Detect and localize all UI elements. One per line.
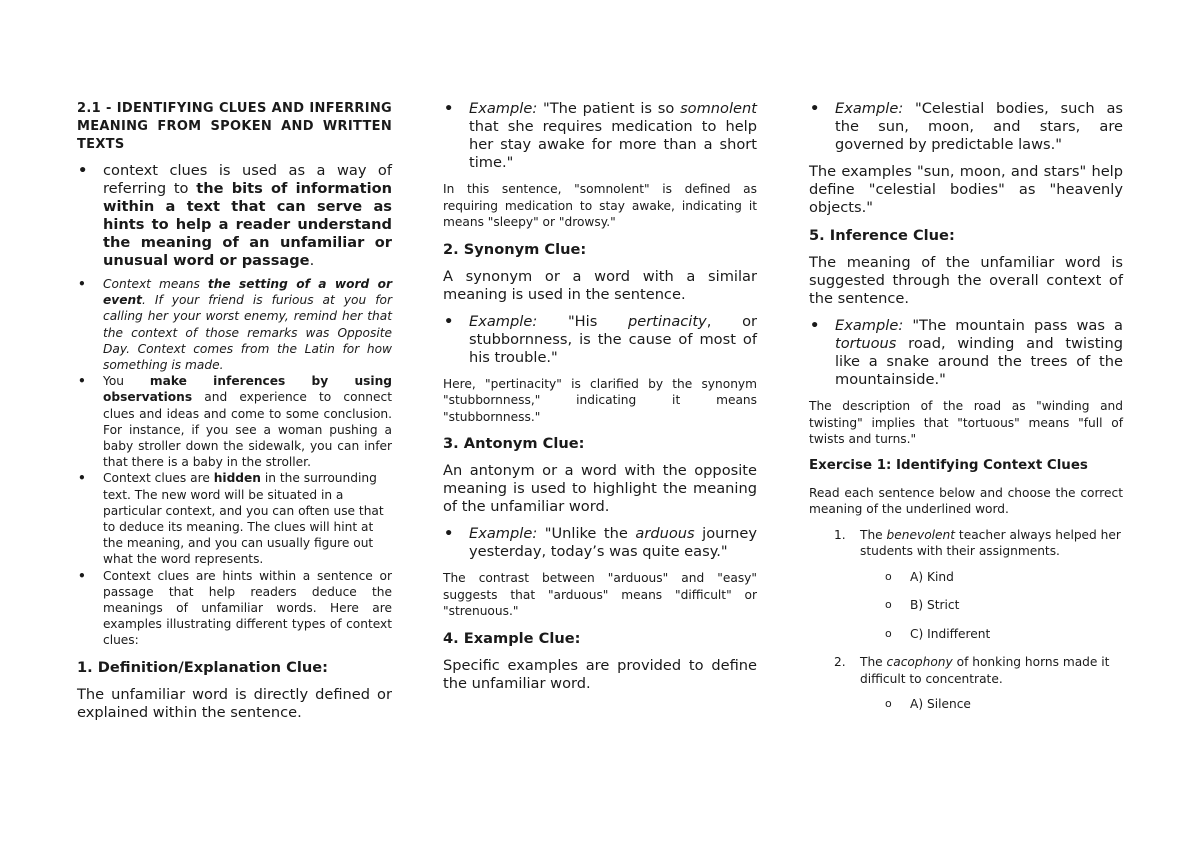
heading-antonym-clue: 3. Antonym Clue: <box>443 435 585 452</box>
heading-example-clue: 4. Example Clue: <box>443 629 581 647</box>
column-2 <box>443 100 757 702</box>
q1-option-a[interactable]: o A) Kind <box>809 569 1123 586</box>
bullet-hidden: • Context clues are hidden in the surrounding text. The new word will be situated in a particular context, and you can often use that to deduce its meaning. The clues will hint at the meaning, and you can usually figure out what the word represents. <box>77 470 392 567</box>
inference-text: The meaning of the unfamiliar word is suggested through the overall context of the sentence. <box>809 254 1123 307</box>
explanation-arduous: The contrast between "arduous" and "easy" suggests that "arduous" means "difficult" or "strenuous." <box>443 571 757 618</box>
explanation-tortuous: The description of the road as "winding and twisting" implies that "tortuous" means "full of twists and turns." <box>809 399 1123 446</box>
example-pertinacity: • Example: "His pertinacity, or stubbornness, is the cause of most of his trouble." <box>443 313 757 367</box>
example-arduous: • Example: "Unlike the arduous journey yesterday, today’s was quite easy." <box>443 525 757 561</box>
explanation-somnolent: In this sentence, "somnolent" is defined as requiring medication to stay awake, indicating it means "sleepy" or "drowsy." <box>443 182 757 229</box>
bullet-context-clues: • context clues is used as a way of referring to the bits of information within a text that can serve as hints to help a reader understand the meaning of an unfamiliar or unusual word or passage. <box>77 162 392 270</box>
heading-synonym-clue: 2. Synonym Clue: <box>443 240 587 258</box>
example-celestial: • Example: "Celestial bodies, such as the sun, moon, and stars, are governed by predictable laws." <box>809 100 1123 154</box>
q1-option-c[interactable]: o C) Indifferent <box>809 626 1123 643</box>
bullet-context-means: • Context means the setting of a word or event. If your friend is furious at you for calling her your worst enemy, remind her that the context of those remarks was Opposite Day. Context comes from the Latin for how something is made. <box>77 276 392 373</box>
synonym-text: A synonym or a word with a similar meaning is used in the sentence. <box>443 267 757 303</box>
q1-option-b[interactable]: o B) Strict <box>809 597 1123 614</box>
question-1: 1. The benevolent teacher always helped her students with their assignments. <box>834 527 1121 558</box>
example-clue-text: Specific examples are provided to define the unfamiliar word. <box>443 656 757 692</box>
exercise-questions-2 <box>809 654 1123 687</box>
heading-exercise: Exercise 1: Identifying Context Clues <box>809 457 1088 473</box>
heading-inference-clue: 5. Inference Clue: <box>809 227 955 244</box>
section-title: 2.1 - IDENTIFYING CLUES AND INFERRING MEANING FROM SPOKEN AND WRITTEN TEXTS <box>77 101 392 152</box>
q2-option-a[interactable]: o A) Silence <box>809 696 1123 713</box>
exercise-questions <box>809 527 1123 560</box>
question-2: 2. The cacophony of honking horns made it difficult to concentrate. <box>834 655 1110 686</box>
explanation-celestial: The examples "sun, moon, and stars" help define "celestial bodies" as "heavenly objects." <box>809 163 1123 216</box>
antonym-text: An antonym or a word with the opposite meaning is used to highlight the meaning of the unfamiliar word. <box>443 462 757 515</box>
example-tortuous: • Example: "The mountain pass was a tortuous road, winding and twisting like a snake around the trees of the mountainside." <box>809 317 1123 389</box>
explanation-pertinacity: Here, "pertinacity" is clarified by the synonym "stubbornness," indicating it means "stubbornness." <box>443 376 757 424</box>
bullet-hints: • Context clues are hints within a sentence or passage that help readers deduce the meanings of unfamiliar words. Here are examples illustrating different types of context clues: <box>77 568 392 649</box>
bullet-inferences: • You make inferences by using observations and experience to connect clues and ideas and come to some conclusion. For instance, if you see a woman pushing a baby stroller down the sidewalk, you can infer that there is a baby in the stroller. <box>77 373 392 470</box>
definition-text: The unfamiliar word is directly defined or explained within the sentence. <box>77 685 392 721</box>
heading-definition-clue: 1. Definition/Explanation Clue: <box>77 658 328 676</box>
column-3 <box>809 100 1123 725</box>
exercise-instructions: Read each sentence below and choose the correct meaning of the underlined word. <box>809 485 1123 516</box>
column-1 <box>77 100 392 731</box>
example-somnolent: • Example: "The patient is so somnolent that she requires medication to help her stay awake for more than a short time." <box>443 100 757 172</box>
bullet-list-details <box>77 276 392 649</box>
bullet-list-main <box>77 162 392 270</box>
